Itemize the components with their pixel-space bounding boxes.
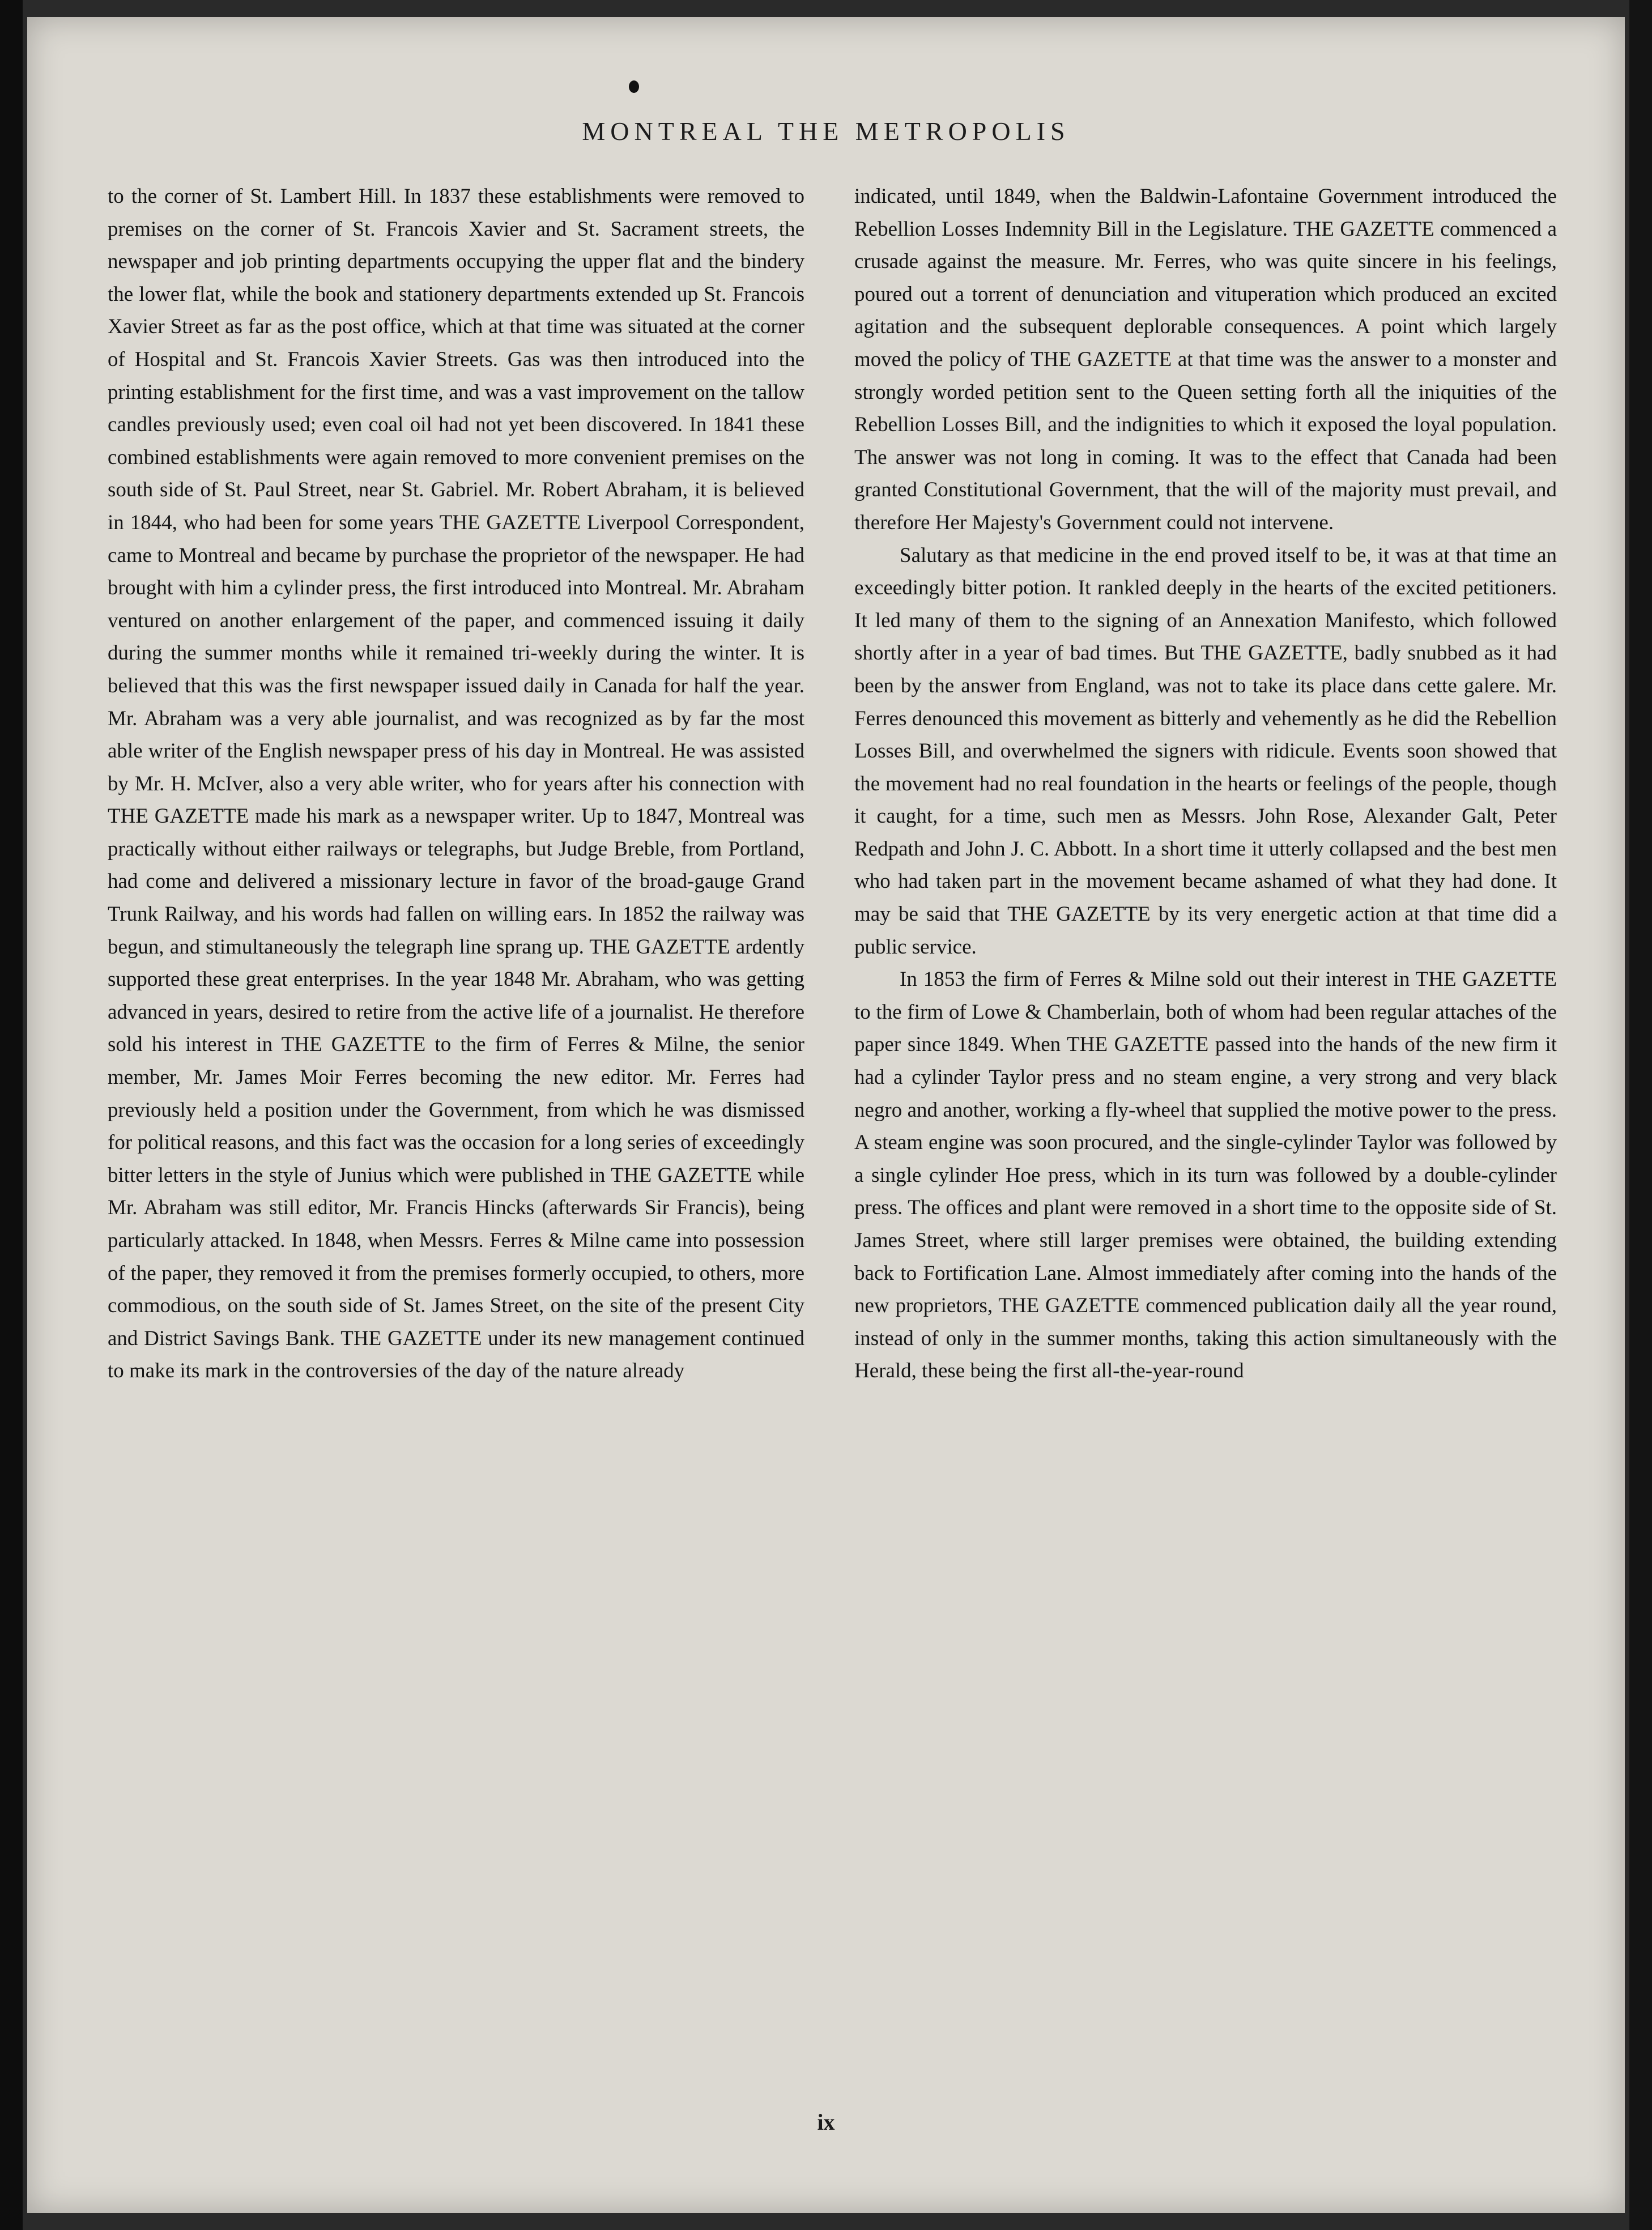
- right-column-paragraph-1: indicated, until 1849, when the Baldwin-Lafontaine Government introduced the Rebellion Losses Indemnity Bill in the Legislature. THE GAZETTE commenced a crusade against the measure. Mr. Ferres, who was quite sincere in his feelings, poured out a torrent of denunciation and vituperation which produced an excited agitation and the subsequent deplorable consequences. A point which largely moved the policy of THE GAZETTE at that time was the answer to a monster and strongly worded petition sent to the Queen setting forth all the iniquities of the Rebellion Losses Bill, and the indignities to which it exposed the loyal population. The answer was not long in coming. It was to the effect that Canada had been granted Constitutional Government, that the will of the majority must prevail, and therefore Her Majesty's Government could not intervene.: [854, 185, 1557, 534]
- ink-blot: [629, 80, 639, 93]
- running-header: MONTREAL THE METROPOLIS: [582, 117, 1070, 146]
- right-column-paragraph-2: Salutary as that medicine in the end proved itself to be, it was at that time an exceedingly bitter potion. It rankled deeply in the hearts of the excited petitioners. It led many of them to the signing of an Annexation Manifesto, which followed shortly after in a year of bad times. But THE GAZETTE, badly snubbed as it had been by the answer from England, was not to take its place dans cette galere. Mr. Ferres denounced this movement as bitterly and vehemently as he did the Rebellion Losses Bill, and overwhelmed the signers with ridicule. Events soon showed that the movement had no real foundation in the hearts or feelings of the people, though it caught, for a time, such men as Messrs. John Rose, Alexander Galt, Peter Redpath and John J. C. Abbott. In a short time it utterly collapsed and the best men who had taken part in the movement became ashamed of what they had done. It may be said that THE GAZETTE by its very energetic action at that time did a public service.: [854, 543, 1557, 959]
- scan-left-border: [0, 0, 23, 2230]
- scan-right-border: [1629, 0, 1652, 2230]
- page-number: ix: [817, 2109, 835, 2135]
- left-column: [108, 180, 804, 1388]
- left-column-paragraph-1: to the corner of St. Lambert Hill. In 1837 these establishments were removed to premises on the corner of St. Francois Xavier and St. Sacrament streets, the newspaper and job printing departments occupying the upper flat and the bindery the lower flat, while the book and stationery departments extended up St. Francois Xavier Street as far as the post office, which at that time was situated at the corner of Hospital and St. Francois Xavier Streets. Gas was then introduced into the printing establishment for the first time, and was a vast improvement on the tallow candles previously used; even coal oil had not yet been discovered. In 1841 these combined establishments were again removed to more convenient premises on the south side of St. Paul Street, near St. Gabriel. Mr. Robert Abraham, it is believed in 1844, who had been for some years THE GAZETTE Liverpool Correspondent, came to Montreal and became by purchase the proprietor of the newspaper. He had brought with him a cylinder press, the first introduced into Montreal. Mr. Abraham ventured on another enlargement of the paper, and commenced issuing it daily during the summer months while it remained tri-weekly during the winter. It is believed that this was the first newspaper issued daily in Canada for half the year. Mr. Abraham was a very able journalist, and was recognized as by far the most able writer of the English newspaper press of his day in Montreal. He was assisted by Mr. H. McIver, also a very able writer, who for years after his connection with THE GAZETTE made his mark as a newspaper writer. Up to 1847, Montreal was practically without either railways or telegraphs, but Judge Breble, from Portland, had come and delivered a missionary lecture in favor of the broad-gauge Grand Trunk Railway, and his words had fallen on willing ears. In 1852 the railway was begun, and stimultaneously the telegraph line sprang up. THE GAZETTE ardently supported these great enterprises. In the year 1848 Mr. Abraham, who was getting advanced in years, desired to retire from the active life of a journalist. He therefore sold his interest in THE GAZETTE to the firm of Ferres & Milne, the senior member, Mr. James Moir Ferres becoming the new editor. Mr. Ferres had previously held a position under the Government, from which he was dismissed for political reasons, and this fact was the occasion for a long series of exceedingly bitter letters in the style of Junius which were published in THE GAZETTE while Mr. Abraham was still editor, Mr. Francis Hincks (afterwards Sir Francis), being particularly attacked. In 1848, when Messrs. Ferres & Milne came into possession of the paper, they removed it from the premises formerly occupied, to others, more commodious, on the south side of St. James Street, on the site of the present City and District Savings Bank. THE GAZETTE under its new management continued to make its mark in the controversies of the day of the nature already: [108, 185, 804, 1383]
- right-column-paragraph-3: In 1853 the firm of Ferres & Milne sold out their interest in THE GAZETTE to the firm of Lowe & Chamberlain, both of whom had been regular attaches of the paper since 1849. When THE GAZETTE passed into the hands of the new firm it had a cylinder Taylor press and no steam engine, a very strong and very black negro and another, working a fly-wheel that supplied the motive power to the press. A steam engine was soon procured, and the single-cylinder Taylor was followed by a single cylinder Hoe press, which in its turn was followed by a double-cylinder press. The offices and plant were removed in a short time to the opposite side of St. James Street, where still larger premises were obtained, the building extending back to Fortification Lane. Almost immediately after coming into the hands of the new proprietors, THE GAZETTE commenced publication daily all the year round, instead of only in the summer months, taking this action simultaneously with the Herald, these being the first all-the-year-round: [854, 968, 1557, 1383]
- right-column: [854, 180, 1557, 1388]
